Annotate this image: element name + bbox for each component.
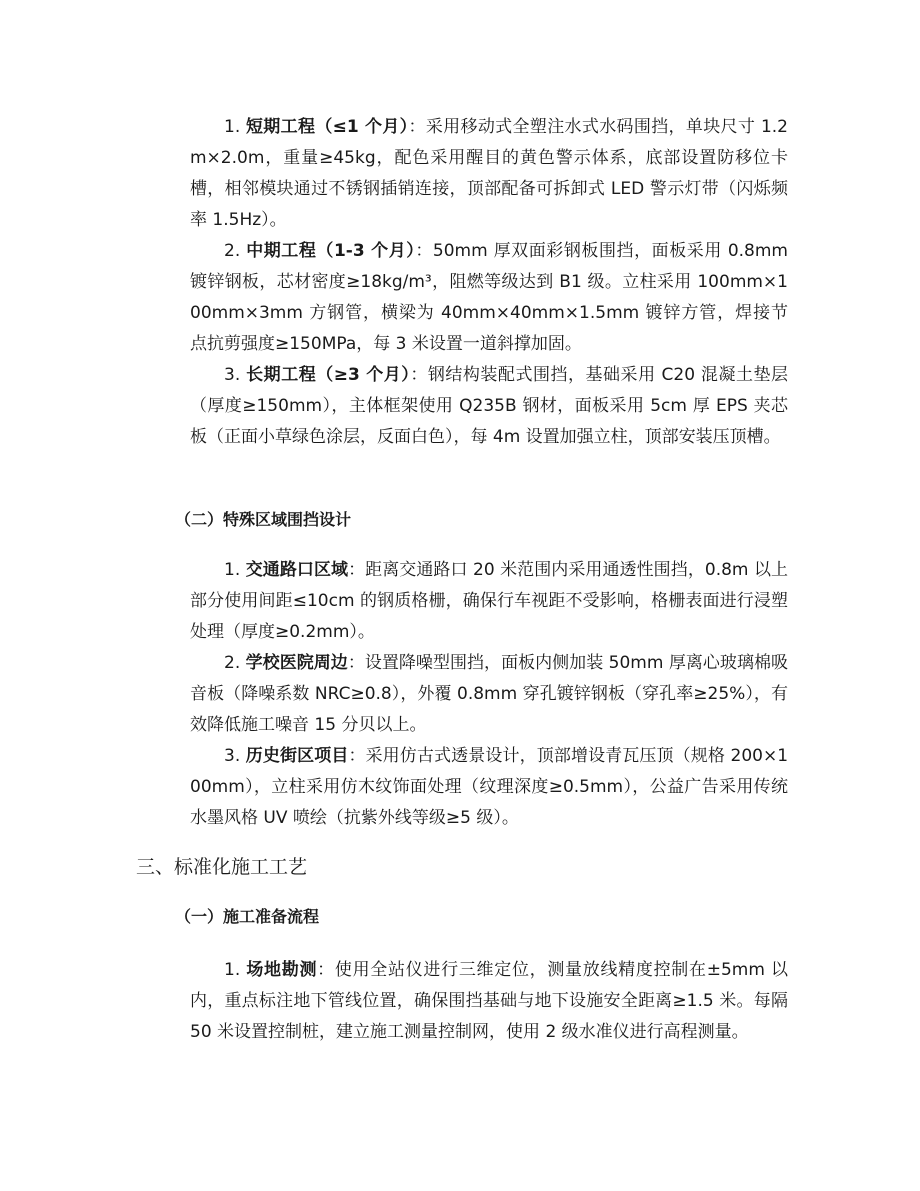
item-title: 短期工程（≤1 个月）	[245, 117, 409, 137]
paragraph-historic-district	[190, 741, 788, 834]
item-title: 学校医院周边	[245, 653, 348, 673]
item-body: ：采用仿古式透景设计，顶部增设青瓦压顶（规格 200×100mm），立柱采用仿木纹饰面处理（纹理深度≥0.5mm），公益广告采用传统水墨风格 UV 喷绘（抗紫外线等级≥5 级）。	[190, 746, 789, 828]
paragraph-site-survey	[190, 955, 788, 1048]
item-body: ：设置降噪型围挡，面板内侧加装 50mm 厚离心玻璃棉吸音板（降噪系数 NRC≥0.8），外覆 0.8mm 穿孔镀锌钢板（穿孔率≥25%），有效降低施工噪音 15 分贝以上。	[190, 653, 789, 735]
paragraph-long-term	[190, 360, 788, 453]
item-number: 2.	[224, 241, 247, 261]
item-title: 中期工程（1-3 个月）	[246, 241, 416, 261]
item-number: 2.	[224, 653, 246, 673]
paragraph-traffic-intersection	[190, 555, 788, 648]
subheading-special-areas: （二）特殊区域围挡设计	[175, 510, 352, 529]
paragraph-mid-term	[190, 236, 788, 360]
subheading-preparation: （一）施工准备流程	[175, 907, 320, 926]
item-number: 3.	[224, 365, 247, 385]
item-body: ：距离交通路口 20 米范围内采用通透性围挡，0.8m 以上部分使用间距≤10cm 的钢质格栅，确保行车视距不受影响，格栅表面进行浸塑处理（厚度≥0.2mm）。	[190, 560, 789, 642]
item-title: 长期工程（≥3 个月）	[246, 365, 411, 385]
item-number: 1.	[224, 960, 247, 980]
item-body: ：钢结构装配式围挡，基础采用 C20 混凝土垫层（厚度≥150mm），主体框架使用 Q235B 钢材，面板采用 5cm 厚 EPS 夹芯板（正面小草绿色涂层，反面白色），每 4m 设置加强立柱，顶部安装压顶槽。	[190, 365, 789, 447]
paragraph-school-hospital	[190, 648, 788, 741]
paragraph-short-term	[190, 112, 788, 236]
item-body: ：50mm 厚双面彩钢板围挡，面板采用 0.8mm 镀锌钢板，芯材密度≥18kg/m³，阻燃等级达到 B1 级。立柱采用 100mm×100mm×3mm 方钢管，横梁为 40mm×40mm×1.5mm 镀锌方管，焊接节点抗剪强度≥150MPa，每 3 米设置一道斜撑加固。	[190, 241, 788, 354]
item-title: 交通路口区域	[245, 560, 349, 580]
section-heading-standard-process: 三、标准化施工工艺	[136, 856, 308, 878]
item-body: ：使用全站仪进行三维定位，测量放线精度控制在±5mm 以内，重点标注地下管线位置，确保围挡基础与地下设施安全距离≥1.5 米。每隔 50 米设置控制桩，建立施工测量控制网，使用 2 级水准仪进行高程测量。	[190, 960, 789, 1042]
item-number: 1.	[224, 560, 246, 580]
item-title: 场地勘测	[246, 960, 318, 980]
item-number: 3.	[224, 746, 246, 766]
item-body: ：采用移动式全塑注水式水码围挡，单块尺寸 1.2m×2.0m，重量≥45kg，配色采用醒目的黄色警示体系，底部设置防移位卡槽，相邻模块通过不锈钢插销连接，顶部配备可拆卸式 LED 警示灯带（闪烁频率 1.5Hz）。	[190, 117, 788, 230]
item-title: 历史街区项目	[245, 746, 349, 766]
item-number: 1.	[224, 117, 246, 137]
